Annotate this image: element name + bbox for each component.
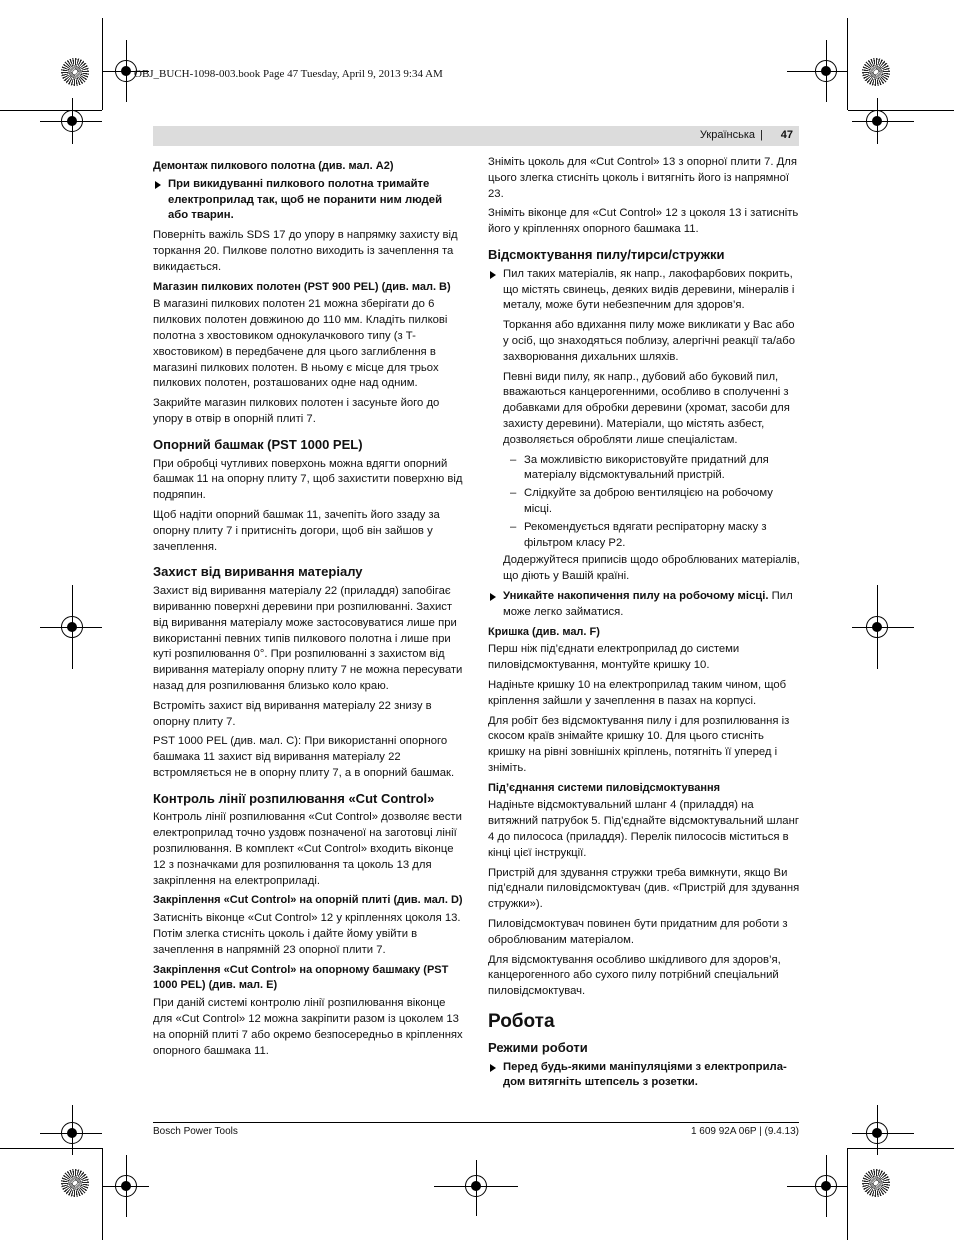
paragraph: Щоб надіти опорний башмак 11, зачепіть його ззаду за опорну плиту 7 і притисніть догори, щоб він зайшов у зачеплення.: [153, 508, 440, 553]
paragraph: Пиловідсмоктувач повинен бути придатним для роботи з оброблюваним матеріалом.: [488, 918, 788, 946]
warning-triangle-icon: [490, 1064, 496, 1072]
dash-list-item: [488, 520, 800, 552]
paragraph: Надіньте відсмоктувальний шланг 4 (приладдя) на витяжний патрубок 5. Під’єднайте відсмоктувальний шланг 4 до пилососа (приладдя). Перелік пилососів міститься в кінці цієї інструкції.: [488, 799, 799, 859]
registration-line: [852, 121, 914, 122]
registration-line: [877, 98, 878, 144]
warning-continuation: Додержуйтеся приписів щодо оброблюваних матеріалів, що діють у Вашій країні.: [503, 554, 800, 583]
crop-line: [0, 1148, 102, 1149]
dash-text: Слідкуйте за доброю вентиляцією на робочому місці.: [524, 487, 773, 515]
registration-line: [787, 71, 847, 72]
paragraph: В магазині пилкових полотен 21 можна зберігати до 6 пилкових полотен довжиною до 110 мм. Кладіть пилкові полотна з хвостовиком однокулачкового типу (з T-хвостовиком) в передбачене для цього заглиблення в магазині пилкових полотен. В ньому є місце для трьох пилкових полотен, розташованих одне над одним.: [153, 298, 448, 390]
crop-line: [847, 18, 848, 110]
paragraph: PST 1000 PEL (див. мал. C): При використанні опорного башмака 11 захист від виривання матеріалу 22 встромляється не в опорну плиту 7, а в опорний башмак.: [153, 735, 455, 779]
warning-continuation: Певні види пилу, як напр., дубовий або буковий пил, вважаються канцерогенними, особливо в сполученні з добавками для обробки деревини (хромат, засоби для захисту деревини). Матеріали, що містять азбест, дозволяється обробляти лише спеціалістам.: [503, 370, 790, 446]
paragraph: Контроль лінії розпилювання «Cut Control» дозволяє вести електроприлад точно уздовж позначеної на заготовці лінії розпилювання. В комплект «Cut Control» входить віконце 12 з позначками для розпилювання та цоколь 13 для закріплення на електроприладі.: [153, 811, 462, 887]
paragraph: Для відсмоктування особливо шкідливого для здоров’я, канцерогенного або сухого пилу потрібний спеціальний пиловідсмоктувач.: [488, 953, 781, 998]
footer-rule: [153, 1122, 799, 1123]
registration-line: [126, 40, 127, 102]
registration-line: [852, 1133, 914, 1134]
registration-line: [852, 627, 914, 628]
paragraph: Поверніть важіль SDS 17 до упору в напрямку захисту від торкання 20. Пилкове полотно виходить із зачеплення та викидається.: [153, 229, 458, 273]
registration-line: [126, 1155, 127, 1217]
color-rosette-icon: [61, 1169, 89, 1197]
warning-item: [488, 1060, 800, 1092]
crop-line: [848, 1148, 954, 1149]
section-heading: Контроль лінії розпилювання «Cut Control»: [153, 790, 435, 806]
section-heading: Захист від виривання матеріалу: [153, 564, 363, 580]
registration-line: [40, 627, 102, 628]
registration-line: [476, 1160, 477, 1216]
color-rosette-icon: [61, 58, 89, 86]
paragraph: Захист від виривання матеріалу 22 (приладдя) запобігає вириванню поверхні деревини при розпилюванні. Захист від виривання матеріалу може застосовуватися лише при використанні певних типів пилкового полотна і лише при куті розпилювання 0°. При розпилюванні з захистом від виривання матеріалу опорну плиту 7 не можна пересувати назад для розпилювання близько коло краю.: [153, 585, 463, 692]
dash-list-item: [488, 486, 800, 518]
registration-line: [787, 1186, 847, 1187]
paragraph: Встроміть захист від виривання матеріалу 22 знизу в опорну плиту 7.: [153, 699, 432, 728]
page-number: 47: [780, 129, 793, 141]
registration-line: [72, 98, 73, 144]
paragraph: Затисніть віконце «Cut Control» 12 у кріпленнях цоколя 13. Потім злегка стисніть цоколь і дайте йому увійти в зачеплення в напрямній 23 опорної плити 7.: [153, 912, 461, 956]
crop-line: [847, 1148, 848, 1240]
warning-text: Пил може легко займатися.: [503, 589, 793, 618]
crop-line: [102, 18, 103, 110]
footer-doc-number: 1 609 92A 06P | (9.4.13): [690, 1126, 799, 1137]
right-column: [488, 155, 800, 1095]
page-header: [153, 126, 799, 146]
registration-line: [40, 121, 102, 122]
paragraph: Пристрій для здування стружки треба вимкнути, якщо Ви під’єднали пиловідсмоктувач (див. «Пристрій для здування стружки»).: [488, 866, 800, 911]
section-heading: Відсмоктування пилу/тирси/стружки: [488, 246, 725, 262]
section-heading: Закріплення «Cut Control» на опорному башмаку (PST 1000 PEL) (див. мал. E): [153, 963, 449, 992]
section-heading: Опорний башмак (PST 1000 PEL): [153, 436, 363, 452]
warning-text: Перед будь-якими маніпуляціями з електроприла-дом витягніть штепсель з розетки.: [503, 1060, 787, 1089]
dash-bullet: –: [510, 520, 517, 533]
header-language: Українська: [699, 129, 755, 141]
warning-bold: Уникайте накопичення пилу на робочому місці.: [503, 589, 769, 602]
crop-line: [848, 110, 954, 111]
dash-text: Рекомендується вдягати респіраторну маску з фільтром класу P2.: [524, 520, 767, 549]
section-heading: Під’єднання системи пиловідсмоктування: [488, 781, 721, 794]
paragraph: Для робіт без відсмоктування пилу і для розпилювання із скосом країв знімайте кришку 10. Для цього стисніть кришку на рівні зовнішніх кріплень, потягніть її уперед і зніміть.: [488, 714, 790, 774]
crop-line: [0, 110, 102, 111]
left-column: [153, 155, 465, 1063]
registration-line: [877, 1105, 878, 1155]
paragraph: Надіньте кришку 10 на електроприлад таким чином, щоб кріплення зайшли у зачеплення в пазах на корпусі.: [488, 678, 787, 707]
footer-publisher: Bosch Power Tools: [153, 1126, 238, 1137]
registration-line: [40, 1133, 102, 1134]
section-heading: Магазин пилкових полотен (PST 900 PEL) (див. мал. B): [153, 280, 451, 293]
paragraph: Зніміть віконце для «Cut Control» 12 з цоколя 13 і затисніть його у кріпленнях опорного башмака 11.: [488, 207, 799, 236]
paragraph: При даній системі контролю лінії розпилювання віконце для «Cut Control» 12 можна закріпити разом із цоколем 13 на опорній плиті 7 або окремо безпосередньо в кріпленнях опорного башмака 11.: [153, 997, 463, 1057]
crop-line: [102, 1148, 103, 1240]
registration-line: [72, 585, 73, 669]
section-heading: Закріплення «Cut Control» на опорній плиті (див. мал. D): [153, 894, 463, 907]
warning-triangle-icon: [490, 593, 496, 601]
section-heading: Демонтаж пилкового полотна (див. мал. A2): [153, 160, 394, 172]
section-heading: Кришка (див. мал. F): [488, 625, 600, 638]
warning-item: [153, 177, 465, 224]
color-rosette-icon: [862, 58, 890, 86]
color-rosette-icon: [862, 1169, 890, 1197]
section-heading: Режими роботи: [488, 1039, 588, 1055]
warning-triangle-icon: [490, 271, 496, 279]
registration-line: [72, 1105, 73, 1155]
dash-list-item: [488, 453, 800, 485]
warning-text: При викидуванні пилкового полотна тримайте електроприлад так, щоб не поранити ним людей або тварин.: [168, 177, 443, 222]
paragraph: Закрийте магазин пилкових полотен і засуньте його до упору в отвір в опорній плиті 7.: [153, 397, 440, 425]
dash-bullet: –: [510, 487, 517, 500]
paragraph: Зніміть цоколь для «Cut Control» 13 з опорної плити 7. Для цього злегка стисніть цоколь і витягніть його із напрямної 23.: [488, 156, 798, 200]
paragraph: При обробці чутливих поверхонь можна вдягти опорний башмак 11 на опорну плиту 7, щоб захистити поверхню від подряпин.: [153, 457, 463, 502]
chapter-heading: Робота: [488, 1011, 555, 1033]
registration-line: [877, 585, 878, 669]
paragraph: Перш ніж під’єднати електроприлад до системи пиловідсмоктування, монтуйте кришку 10.: [488, 643, 740, 672]
registration-line: [826, 40, 827, 102]
dash-bullet: –: [510, 453, 517, 466]
warning-item: [488, 267, 800, 314]
header-separator: |: [760, 129, 763, 141]
warning-item: [488, 589, 800, 621]
warning-triangle-icon: [155, 181, 161, 189]
warning-continuation: Торкання або вдихання пилу може викликати у Вас або у осіб, що знаходяться поблизу, алергічні реакції та/або захворювання дихальних шляхів.: [503, 319, 796, 363]
warning-text: Пил таких матеріалів, як напр., лакофарбових покрить, що містять свинець, деяких видів деревини, мінералів і металу, може бути небезпечним для здоров’я.: [503, 267, 795, 312]
print-slug: OBJ_BUCH-1098-003.book Page 47 Tuesday, April 9, 2013 9:34 AM: [134, 68, 443, 80]
dash-text: За можливістю використовуйте придатний для матеріалу відсмоктувальний пристрій.: [524, 453, 769, 482]
registration-line: [826, 1155, 827, 1217]
